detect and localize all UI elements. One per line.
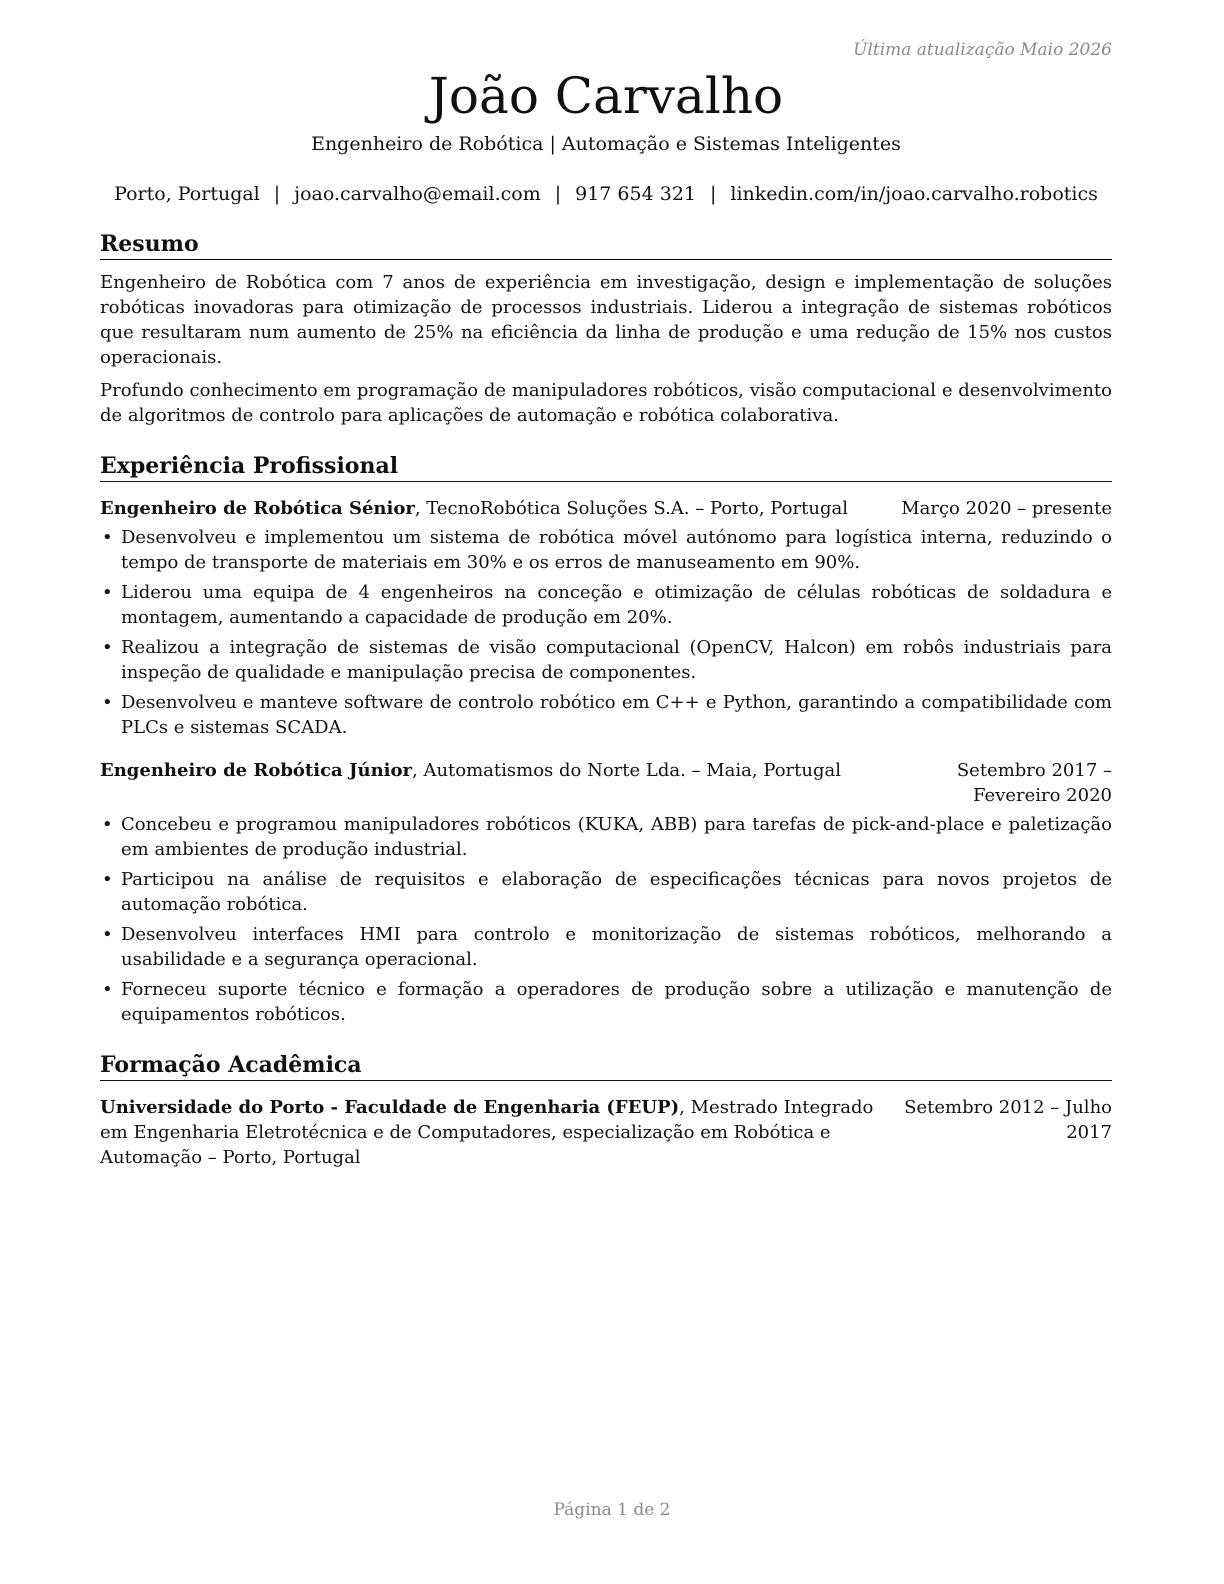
education-details: , Mestrado Integrado em Engenharia Eletrotécnica e de Computadores, especialização em Robótica e Automação – Porto, Portugal <box>100 1097 874 1168</box>
contact-phone: 917 654 321 <box>575 183 696 205</box>
job-header <box>100 758 1112 808</box>
candidate-name: João Carvalho <box>428 67 784 125</box>
contact-location: Porto, Portugal <box>114 183 260 205</box>
job-bullets <box>100 812 1112 1027</box>
job-company: , Automatismos do Norte Lda. – Maia, Portugal <box>412 760 842 781</box>
job-company: , TecnoRobótica Soluções S.A. – Porto, Portugal <box>414 498 848 519</box>
contact-separator: | <box>273 183 281 205</box>
bullet-item: • Realizou a integração de sistemas de visão computacional (OpenCV, Halcon) em robôs industriais para inspeção de qualidade e manipulação precisa de componentes. <box>100 635 1112 685</box>
education-institution: Universidade do Porto - Faculdade de Engenharia (FEUP) <box>100 1097 680 1118</box>
job-title-line <box>100 758 872 808</box>
education-entry <box>100 1095 1112 1170</box>
page-number: Página 1 de 2 <box>553 1500 671 1520</box>
tagline: Engenheiro de Robótica | Automação e Sistemas Inteligentes <box>311 133 901 155</box>
section-title-experience: Experiência Profissional <box>100 452 1112 482</box>
education-line <box>100 1095 880 1170</box>
job-role: Engenheiro de Robótica Sénior <box>100 498 415 519</box>
summary-paragraph: Profundo conhecimento em programação de manipuladores robóticos, visão computacional e desenvolvimento de algoritmos de controlo para aplicações de automação e robótica colaborativa. <box>100 380 1112 426</box>
contact-email[interactable]: joao.carvalho@email.com <box>294 183 541 205</box>
bullet-item: • Liderou uma equipa de 4 engenheiros na conceção e otimização de células robóticas de soldadura e montagem, aumentando a capacidade de produção em 20%. <box>100 580 1112 630</box>
bullet-item: • Forneceu suporte técnico e formação a operadores de produção sobre a utilização e manutenção de equipamentos robóticos. <box>100 977 1112 1027</box>
contact-separator: | <box>710 183 717 205</box>
bullet-item: • Desenvolveu interfaces HMI para controlo e monitorização de sistemas robóticos, melhorando a usabilidade e a segurança operacional. <box>100 922 1112 972</box>
last-updated: Última atualização Maio 2026 <box>853 40 1112 60</box>
job-bullets <box>100 525 1112 740</box>
job-dates: Setembro 2017 – Fevereiro 2020 <box>956 760 1112 806</box>
resume-page <box>100 40 1112 1170</box>
summary-paragraph: Engenheiro de Robótica com 7 anos de experiência em investigação, design e implementação de soluções robóticas inovadoras para otimização de processos industriais. Liderou a integração de sistemas robóticos que resultaram num aumento de 25% na eficiência da linha de produção e uma redução de 15% nos custos operacionais. <box>100 272 1112 368</box>
bullet-item: • Desenvolveu e manteve software de controlo robótico em C++ e Python, garantindo a compatibilidade com PLCs e sistemas SCADA. <box>100 690 1112 740</box>
job-title-line <box>100 496 901 521</box>
section-title-education: Formação Acadêmica <box>100 1051 1112 1081</box>
bullet-item: • Desenvolveu e implementou um sistema de robótica móvel autónomo para logística interna, reduzindo o tempo de transporte de materiais em 30% e os erros de manuseamento em 90%. <box>100 525 1112 575</box>
section-title-summary: Resumo <box>100 230 1112 260</box>
job-header <box>100 496 1112 521</box>
contact-line <box>100 182 1112 206</box>
contact-linkedin[interactable]: linkedin.com/in/joao.carvalho.robotics <box>730 183 1098 205</box>
bullet-item: • Concebeu e programou manipuladores robóticos (KUKA, ABB) para tarefas de pick-and-place e paletização em ambientes de produção industrial. <box>100 812 1112 862</box>
bullet-item: • Participou na análise de requisitos e elaboração de especificações técnicas para novos projetos de automação robótica. <box>100 867 1112 917</box>
job-role: Engenheiro de Robótica Júnior <box>100 760 412 781</box>
job-dates: Março 2020 – presente <box>901 498 1112 519</box>
education-dates: Setembro 2012 – Julho 2017 <box>904 1097 1112 1143</box>
contact-separator: | <box>554 183 562 205</box>
